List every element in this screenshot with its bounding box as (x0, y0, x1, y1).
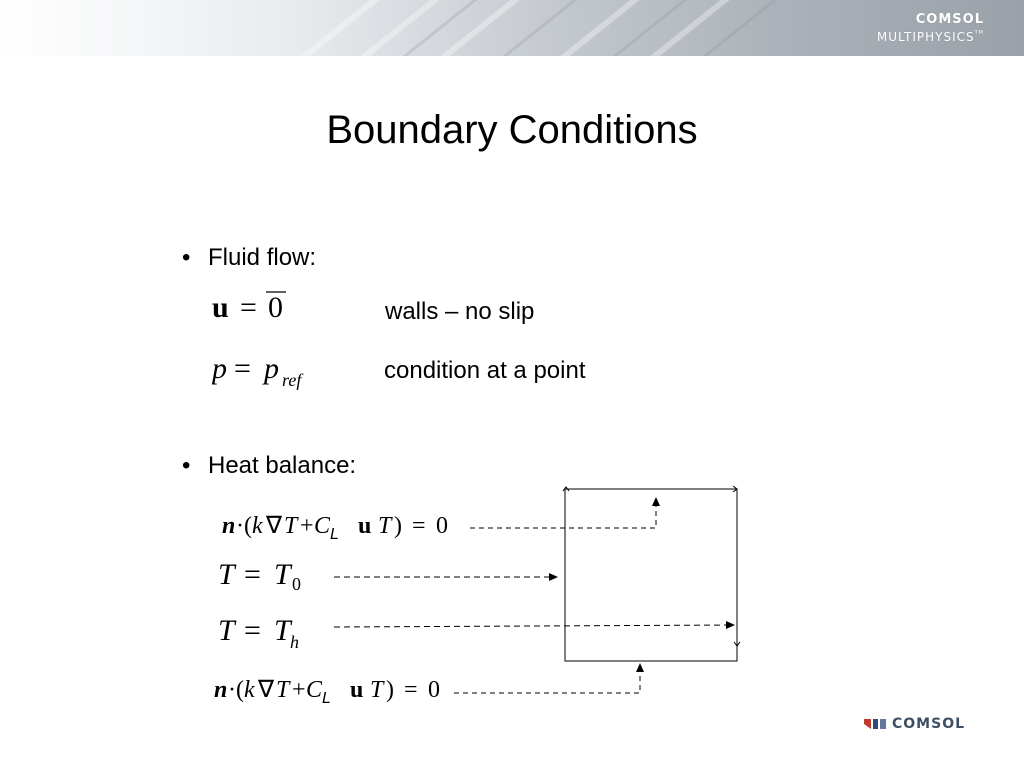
comsol-mark-icon (864, 717, 886, 731)
svg-text:n: n (214, 677, 228, 703)
svg-text:0: 0 (428, 677, 440, 703)
domain-corner-ticks (563, 486, 740, 646)
svg-text:·(: ·( (228, 677, 244, 703)
svg-text:n: n (222, 513, 236, 539)
desc-condition-at-point: condition at a point (384, 357, 586, 384)
svg-text:p: p (264, 352, 279, 385)
svg-text:T: T (284, 513, 298, 539)
footer-brand-text: COMSOL (892, 716, 966, 732)
bullet-dot: • (182, 452, 191, 479)
svg-text:p: p (212, 352, 227, 385)
svg-text:L: L (322, 690, 331, 707)
svg-text:C: C (314, 513, 331, 539)
svg-text:): ) (394, 513, 402, 539)
desc-walls-no-slip: walls – no slip (385, 298, 535, 325)
bullet-dot: • (182, 244, 191, 271)
svg-text:=: = (404, 677, 418, 703)
svg-text:=: = (234, 352, 251, 385)
svg-text:h: h (290, 632, 299, 652)
svg-text:0: 0 (268, 291, 283, 324)
svg-text:C: C (306, 677, 323, 703)
equation-heat-flux-top (222, 513, 448, 543)
equation-temp-hot (218, 614, 299, 652)
svg-text:0: 0 (292, 574, 301, 594)
svg-text:u: u (212, 291, 229, 324)
domain-rectangle (565, 489, 737, 661)
svg-text:=: = (244, 558, 261, 591)
leader-right-boundary (334, 625, 734, 627)
svg-text:T: T (276, 677, 290, 703)
svg-text:u: u (350, 677, 364, 703)
equation-heat-flux-bottom (214, 677, 440, 707)
svg-text:+: + (292, 677, 306, 703)
svg-text:L: L (330, 526, 339, 543)
svg-text:T: T (274, 558, 291, 591)
header-brand-line2-text: MULTIPHYSICS (876, 30, 975, 44)
bullet-fluid-flow-label: Fluid flow: (208, 244, 317, 271)
svg-text:u: u (358, 513, 372, 539)
svg-text:=: = (244, 614, 261, 647)
svg-text:=: = (412, 513, 426, 539)
svg-text:=: = (240, 291, 257, 324)
svg-text:0: 0 (436, 513, 448, 539)
svg-text:): ) (386, 677, 394, 703)
svg-text:+: + (300, 513, 314, 539)
svg-text:ref: ref (282, 370, 302, 390)
leader-top-boundary (470, 498, 656, 528)
equation-temp-inlet (218, 558, 301, 594)
svg-text:T: T (370, 677, 384, 703)
svg-text:T: T (274, 614, 291, 647)
svg-text:T: T (378, 513, 392, 539)
svg-text:∇: ∇ (258, 677, 275, 703)
slide-title: Boundary Conditions (326, 108, 698, 152)
svg-text:k: k (252, 513, 263, 539)
header-brand-line1: COMSOL (915, 12, 984, 27)
svg-text:∇: ∇ (266, 513, 283, 539)
svg-text:k: k (244, 677, 255, 703)
footer-brand-logo (864, 714, 965, 734)
svg-text:·(: ·( (236, 513, 252, 539)
header-brand-tm: TM (974, 30, 984, 36)
svg-text:T: T (218, 558, 235, 591)
bullet-heat-balance-label: Heat balance: (208, 452, 357, 479)
svg-text:T: T (218, 614, 235, 647)
leader-bottom-boundary (454, 664, 640, 693)
